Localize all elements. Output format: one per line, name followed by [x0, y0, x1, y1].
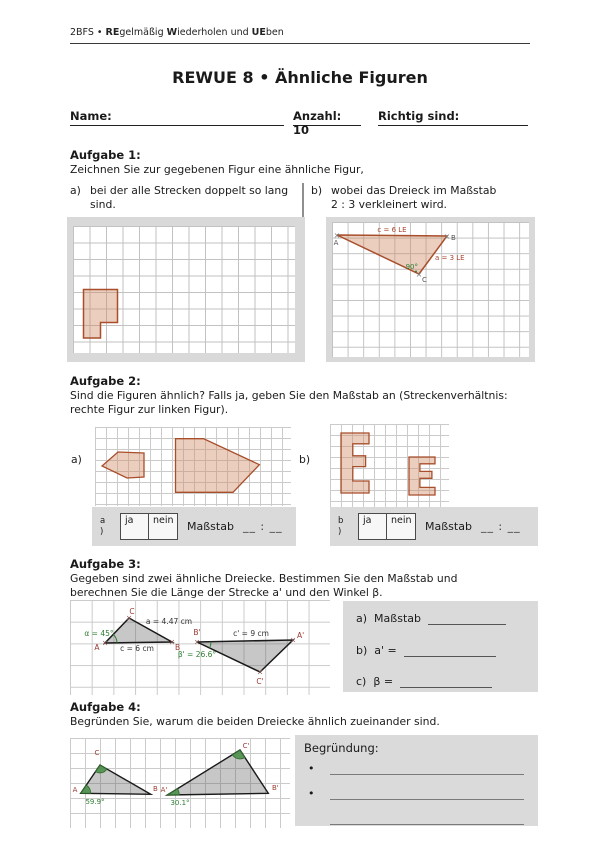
- vertex-b-label: B: [153, 785, 158, 793]
- vertex-cross-icon: ×: [193, 637, 201, 647]
- row-a-label: a): [356, 612, 368, 625]
- triangle-abc: [337, 235, 447, 274]
- aufgabe3-heading: Aufgabe 3:: [70, 557, 141, 571]
- vertex-cross-icon: ×: [415, 270, 423, 279]
- vertex-cross-icon: ×: [443, 232, 451, 241]
- small-pentagon-figure: [102, 452, 144, 478]
- richtig-field: [378, 109, 528, 126]
- begruendung-row-2: [308, 787, 524, 800]
- bullet-icon: •: [308, 762, 315, 775]
- header-text: iederholen und: [177, 27, 252, 38]
- aufgabe3-intro: [70, 572, 550, 599]
- l-shape-figure-svg: [73, 226, 295, 353]
- large-pentagon-figure: [176, 439, 260, 493]
- e-shapes-svg: [330, 424, 449, 508]
- aufgabe2-b-label: b): [299, 453, 311, 466]
- richtig-label: Richtig sind:: [378, 109, 460, 123]
- aufgabe1-grid-b: [332, 222, 529, 357]
- aufgabe2-grid-a: [95, 427, 291, 506]
- aufgabe2-intro: [70, 389, 550, 416]
- aufgabe2-grid-b: [330, 424, 449, 508]
- ja-nein-table-a: [120, 513, 178, 540]
- vertex-cross-icon: ×: [289, 635, 297, 645]
- row-c-label: c): [356, 675, 367, 688]
- vertex-a2-label: A': [297, 631, 305, 640]
- bullet-icon: •: [308, 787, 315, 800]
- alpha-label: α = 45°: [84, 629, 114, 638]
- massstab-blanks: __ : __: [480, 520, 521, 533]
- vertex-a-label: A: [72, 786, 78, 794]
- vertex-c2-label: C': [256, 677, 264, 686]
- aufgabe1-a-line2: sind.: [90, 197, 116, 211]
- side-a-label: a = 3 LE: [435, 254, 465, 262]
- begruendung-line-3: [330, 812, 524, 825]
- nein-cell: nein: [387, 513, 416, 540]
- side-c2-label: c' = 9 cm: [233, 629, 269, 638]
- anzahl-label: Anzahl: 10: [293, 109, 342, 137]
- aufgabe1-a-line1: bei der alle Strecken doppelt so lang: [90, 184, 289, 197]
- aufgabe4-heading: Aufgabe 4:: [70, 700, 141, 714]
- vertex-a-label: A: [333, 239, 339, 247]
- vertex-b2-label: B': [193, 628, 201, 637]
- aufgabe2-a-label: a): [71, 453, 82, 466]
- aufgabe3-answer-box: [343, 601, 538, 692]
- aufgabe2-intro-line2: rechte Figur zur linken Figur).: [70, 402, 229, 416]
- aufgabe2-heading: Aufgabe 2:: [70, 374, 141, 388]
- answer-row-c: [356, 675, 492, 688]
- side-c-label: c = 6 LE: [377, 226, 407, 234]
- vertex-a-label: A: [94, 643, 100, 652]
- aufgabe3-intro-line1: Gegeben sind zwei ähnliche Dreiecke. Bestimmen Sie den Maßstab und: [70, 572, 458, 585]
- aufgabe1-b-text: [331, 184, 496, 211]
- aufgabe1-a-label: a): [70, 184, 81, 197]
- large-e-figure: [341, 433, 369, 493]
- angle-wedge-a2-icon: [167, 789, 179, 795]
- name-label: Name:: [70, 109, 112, 123]
- aufgabe1-panel-b: [326, 217, 535, 362]
- row-b-blank-line: [404, 644, 496, 657]
- name-field: [70, 109, 284, 126]
- angle-a-value-label: 59.9°: [85, 798, 105, 806]
- vertex-c-label: C: [129, 607, 135, 616]
- aufgabe1-heading: Aufgabe 1:: [70, 148, 141, 162]
- anzahl-field: [293, 109, 361, 137]
- right-angle-label: 90°: [405, 263, 418, 271]
- vertex-c-label: C: [422, 276, 427, 284]
- aufgabe1-intro: Zeichnen Sie zur gegebenen Figur eine ähnliche Figur,: [70, 163, 364, 176]
- massstab-blanks: __ : __: [242, 520, 283, 533]
- vertex-cross-icon: ×: [101, 638, 109, 648]
- begruendung-row-1: [308, 762, 524, 775]
- vertex-b-label: B: [175, 643, 181, 652]
- side-c-label: c = 6 cm: [120, 644, 154, 653]
- header-text-bold: W: [166, 27, 178, 38]
- aufgabe2-intro-line1: Sind die Figuren ähnlich? Falls ja, geben Sie den Maßstab an (Streckenverhältnis:: [70, 389, 508, 402]
- page-header: [70, 27, 530, 44]
- l-shape-figure: [84, 290, 118, 339]
- aufgabe4-figure: [70, 738, 290, 828]
- aufgabe2-answer-b: [330, 507, 538, 546]
- row-a-text: Maßstab: [374, 612, 421, 625]
- vertex-cross-icon: ×: [256, 667, 264, 677]
- aufgabe1-b-line2: 2 : 3 verkleinert wird.: [331, 197, 447, 211]
- aufgabe1-a-text: [90, 184, 288, 211]
- aufgabe2-answer-a: [92, 507, 296, 546]
- vertex-a2-label: A': [160, 786, 168, 794]
- vertex-cross-icon: ×: [168, 637, 176, 647]
- aufgabe1-grid-a: [73, 226, 295, 353]
- answer-b-prefix: b ): [338, 516, 344, 537]
- ja-cell: ja: [120, 513, 149, 540]
- answer-a-prefix: a ): [100, 516, 106, 537]
- aufgabe1-b-label: b): [311, 184, 323, 197]
- similar-triangles-svg: [70, 600, 330, 695]
- triangle-abc-figure: [81, 765, 151, 794]
- header-text: gelmäßig: [119, 27, 167, 38]
- aufgabe4-intro: Begründen Sie, warum die beiden Dreiecke ähnlich zueinander sind.: [70, 715, 440, 728]
- begruendung-line-2: [330, 787, 524, 800]
- header-text-bold: RE: [105, 27, 120, 38]
- row-b-label: b): [356, 644, 368, 657]
- header-text: ben: [265, 27, 284, 38]
- vertex-c-label: C: [94, 749, 100, 757]
- angle-a2-value-label: 30.1°: [170, 799, 190, 807]
- aufgabe1-item-b: [311, 184, 531, 211]
- row-c-blank-line: [400, 675, 492, 688]
- page-title: REWUE 8 • Ähnliche Figuren: [172, 68, 428, 87]
- vertex-b-label: B: [451, 234, 456, 242]
- ja-cell: ja: [358, 513, 387, 540]
- vertex-cross-icon: ×: [333, 231, 341, 240]
- aufgabe3-intro-line2: berechnen Sie die Länge der Strecke a' und den Winkel β.: [70, 585, 383, 599]
- answer-row-b: [356, 644, 496, 657]
- nein-cell: nein: [149, 513, 178, 540]
- vertex-cross-icon: ×: [125, 613, 133, 623]
- aufgabe1-item-a: [70, 184, 298, 211]
- beta2-label: β' = 26.6°: [177, 650, 217, 659]
- header-text-bold: UE: [251, 27, 266, 38]
- triangle-a2b2c2-figure: [167, 750, 268, 795]
- begruendung-line-1: [330, 762, 524, 775]
- begruendung-title: Begründung:: [304, 741, 379, 755]
- aufgabe1-b-line1: wobei das Dreieck im Maßstab: [331, 184, 497, 197]
- header-text: 2BFS •: [70, 27, 106, 38]
- vertex-b2-label: B': [272, 784, 279, 792]
- begruendung-box: [295, 735, 538, 826]
- small-e-figure: [409, 457, 435, 495]
- massstab-label: Maßstab: [187, 520, 234, 533]
- row-c-text: β =: [373, 675, 394, 688]
- answer-row-a: [356, 612, 506, 625]
- triangle-abc-svg: [332, 222, 529, 357]
- begruendung-row-3: [308, 812, 524, 825]
- aufgabe1-panel-a: [67, 217, 305, 362]
- massstab-label: Maßstab: [425, 520, 472, 533]
- row-b-text: a' =: [374, 644, 397, 657]
- aufgabe3-figure: [70, 600, 330, 695]
- row-a-blank-line: [428, 612, 506, 625]
- ja-nein-table-b: [358, 513, 416, 540]
- vertex-c2-label: C': [242, 742, 250, 750]
- side-a-label: a = 4.47 cm: [145, 617, 193, 626]
- angle-triangles-svg: [70, 738, 290, 828]
- pentagons-svg: [95, 427, 291, 506]
